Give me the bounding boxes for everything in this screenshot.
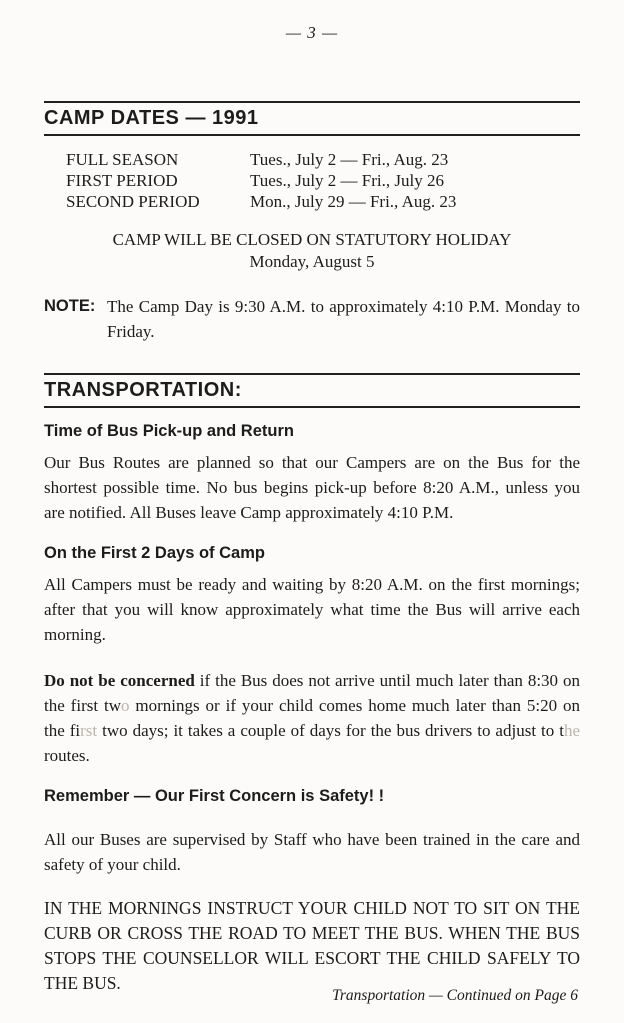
text-segment: NOT TO <box>412 898 478 918</box>
period-dates: Tues., July 2 — Fri., July 26 <box>250 171 444 190</box>
camp-dates-heading-block <box>44 101 580 136</box>
text-segment: he <box>563 721 580 740</box>
first-days-paragraph: All Campers must be ready and waiting by 8:20 A.M. on the first mornings; after that you will know approximately what time the Bus will arrive each morning. <box>44 575 580 644</box>
closed-notice-line2: Monday, August 5 <box>249 252 375 271</box>
closed-notice-line1: CAMP WILL BE CLOSED ON STATUTORY HOLIDAY <box>112 230 512 249</box>
text-segment: routes. <box>44 746 90 765</box>
pickup-subheading: Time of Bus Pick-up and Return <box>44 422 294 440</box>
note-text: The Camp Day is 9:30 A.M. to approximately 4:10 P.M. Monday to Friday. <box>107 297 580 341</box>
text-segment: mornings or if your child comes home much later than 5:20 on the fi <box>44 696 581 740</box>
transportation-heading: TRANSPORTATION: <box>44 379 242 401</box>
do-not-be-concerned-paragraph <box>44 668 580 768</box>
closed-notice <box>44 229 580 273</box>
period-label: SECOND PERIOD <box>66 192 200 211</box>
page-number: — 3 — <box>285 23 339 42</box>
camp-dates-heading: CAMP DATES — 1991 <box>44 107 259 129</box>
table-row <box>66 191 580 212</box>
period-dates: Tues., July 2 — Fri., Aug. 23 <box>250 150 449 169</box>
footer-continuation-note: Transportation — Continued on Page 6 <box>332 987 578 1004</box>
first-days-subheading: On the First 2 Days of Camp <box>44 544 265 562</box>
text-segment: o <box>120 696 130 715</box>
transportation-heading-block <box>44 373 580 408</box>
transportation-section <box>44 373 580 996</box>
text-segment: if the Bus does not arrive until much later than 8:30 on the first tw <box>44 671 580 715</box>
text-segment: SIT ON THE CURB OR CROSS THE ROAD TO MEET THE BUS. WHEN THE BUS STOPS THE COUNSELLOR WILL ESCORT THE CHILD SAFELY TO THE BUS. <box>44 898 580 993</box>
text-segment: Do not be concerned <box>44 671 195 690</box>
safety-paragraph: All our Buses are supervised by Staff who have been trained in the care and safety of your child. <box>44 830 580 874</box>
safety-caps-paragraph <box>44 896 580 996</box>
period-label: FIRST PERIOD <box>66 171 178 190</box>
text-segment: rst <box>80 721 98 740</box>
note-label: NOTE: <box>44 297 96 315</box>
period-dates: Mon., July 29 — Fri., Aug. 23 <box>250 192 457 211</box>
table-row <box>66 149 580 170</box>
camp-dates-section <box>44 101 580 344</box>
pickup-paragraph: Our Bus Routes are planned so that our Campers are on the Bus for the shortest possible time. No bus begins pick-up before 8:20 A.M., unless you are notified. All Buses leave Camp approximately 4:10 P.M. <box>44 453 580 522</box>
text-segment: IN THE MORNINGS INSTRUCT YOUR CHILD <box>44 898 413 918</box>
period-label: FULL SEASON <box>66 150 179 169</box>
text-segment: two days; it takes a couple of days for the bus drivers to adjust to t <box>97 721 564 740</box>
camp-dates-table <box>66 149 580 212</box>
table-row <box>66 170 580 191</box>
safety-subheading: Remember — Our First Concern is Safety! ! <box>44 787 385 805</box>
note-block <box>44 294 580 344</box>
